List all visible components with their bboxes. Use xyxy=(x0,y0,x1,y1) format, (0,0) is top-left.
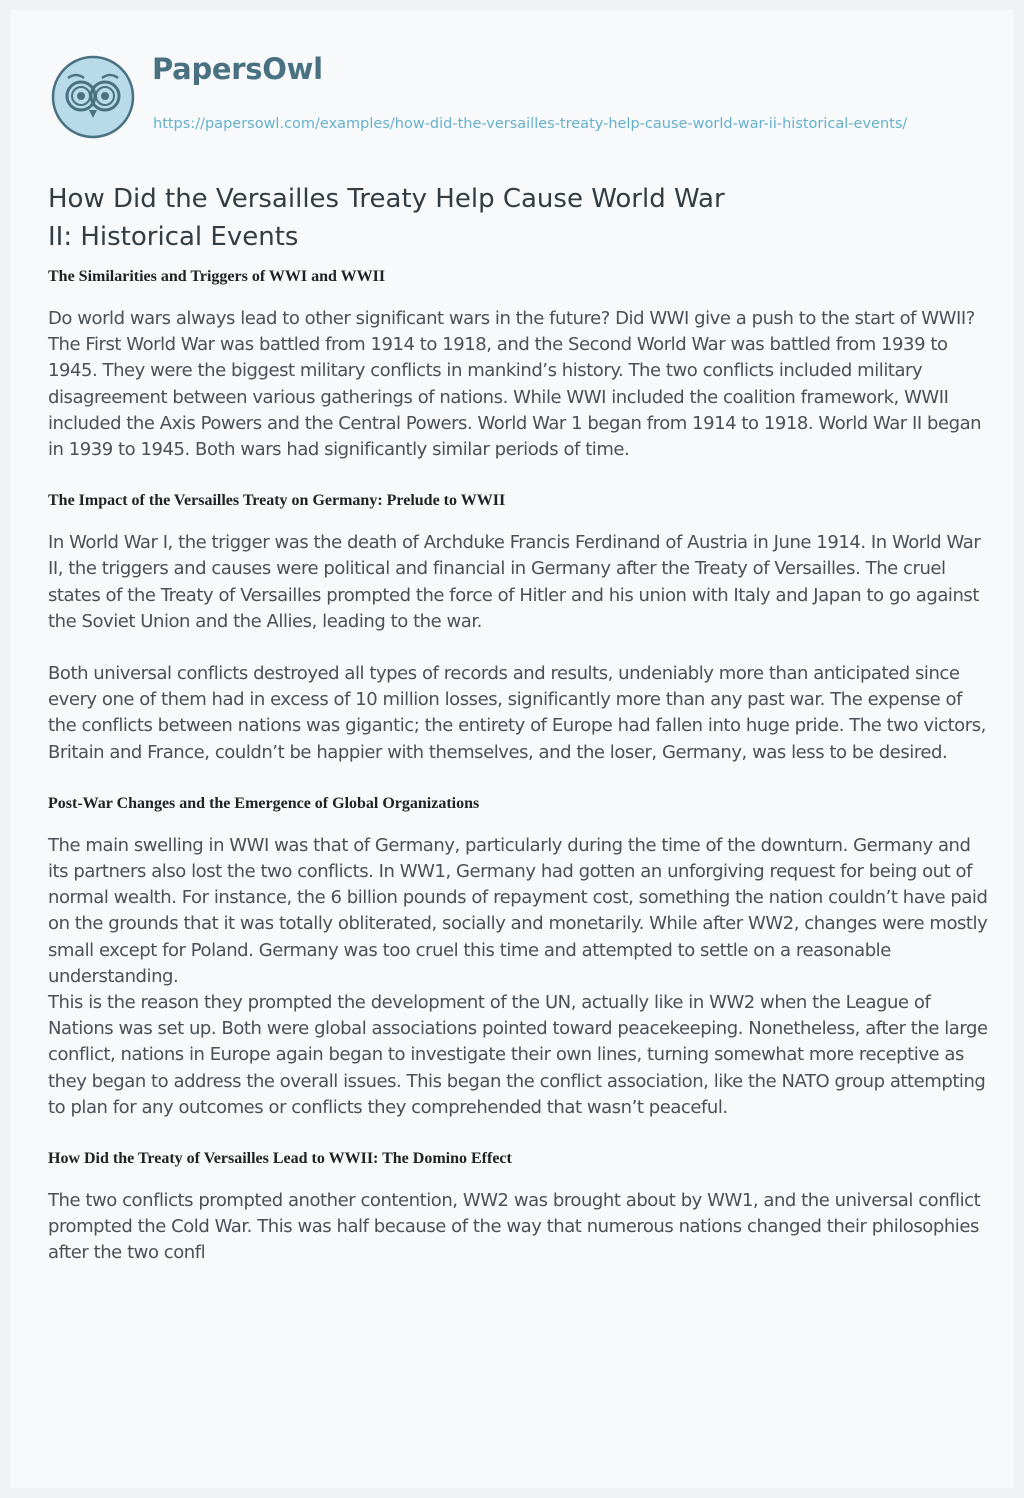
paragraph: This is the reason they prompted the development of the UN, actually like in WW2 when the League of Nations was set up. Both were global associations pointed toward peacekeeping. Nonetheless, after the large conflict, nations in Europe again began to investigate their own lines, turning somewhat more receptive as they began to address the overall issues. This began the conflict association, like the NATO group attempting to plan for any outcomes or conflicts they comprehended that wasn’t peaceful. xyxy=(48,992,988,1118)
document-page xyxy=(10,10,1014,1488)
paragraph: In World War I, the trigger was the death of Archduke Francis Ferdinand of Austria in June 1914. In World War II, the triggers and causes were political and financial in Germany after the Treaty of Versailles. The cruel states of the Treaty of Versailles prompted the force of Hitler and his union with Italy and Japan to go against the Soviet Union and the Allies, leading to the war. xyxy=(48,532,981,632)
owl-logo-icon[interactable] xyxy=(48,52,138,142)
source-url[interactable]: https://papersowl.com/examples/how-did-the-versailles-treaty-help-cause-world-war-ii-historical-events/ xyxy=(153,116,908,132)
article-body xyxy=(48,265,988,1293)
paragraph: The two conflicts prompted another contention, WW2 was brought about by WW1, and the universal conflict prompted the Cold War. This was half because of the way that numerous nations changed their philosophies after the two confl xyxy=(48,1190,981,1264)
paragraph: The main swelling in WWI was that of Germany, particularly during the time of the downturn. Germany and its partners also lost the two conflicts. In WW1, Germany had gotten an unforgiving request for being out of normal wealth. For instance, the 6 billion pounds of repayment cost, something the nation couldn’t have paid on the grounds that it was totally obliterated, socially and monetarily. While after WW2, changes were mostly small except for Poland. Germany was too cruel this time and attempted to settle on a reasonable understanding. xyxy=(48,834,988,987)
section-heading: How Did the Treaty of Versailles Lead to WWII: The Domino Effect xyxy=(48,1150,512,1168)
paragraph: Both universal conflicts destroyed all types of records and results, undeniably more than anticipated since every one of them had in excess of 10 million losses, significantly more than any past war. The expense of the conflicts between nations was gigantic; the entirety of Europe had fallen into huge pride. The two victors, Britain and France, couldn’t be happier with themselves, and the loser, Germany, was less to be desired. xyxy=(48,663,986,763)
page-title: How Did the Versailles Treaty Help Cause World War II: Historical Events xyxy=(48,184,725,252)
paragraph: Do world wars always lead to other significant wars in the future? Did WWI give a push to the start of WWII? The First World War was battled from 1914 to 1918, and the Second World War was battled from 1939 to 1945. They were the biggest military conflicts in mankind’s history. The two conflicts included military disagreement between various gatherings of nations. While WWI included the coalition framework, WWII included the Axis Powers and the Central Powers. World War 1 began from 1914 to 1918. World War II began in 1939 to 1945. Both wars had significantly similar periods of time. xyxy=(48,308,982,461)
section-heading: The Similarities and Triggers of WWI and WWII xyxy=(48,268,386,285)
section-heading: Post-War Changes and the Emergence of Global Organizations xyxy=(48,794,480,812)
brand-name[interactable]: PapersOwl xyxy=(152,52,323,86)
site-header xyxy=(48,42,988,182)
section-heading: The Impact of the Versailles Treaty on Germany: Prelude to WWII xyxy=(48,492,506,510)
